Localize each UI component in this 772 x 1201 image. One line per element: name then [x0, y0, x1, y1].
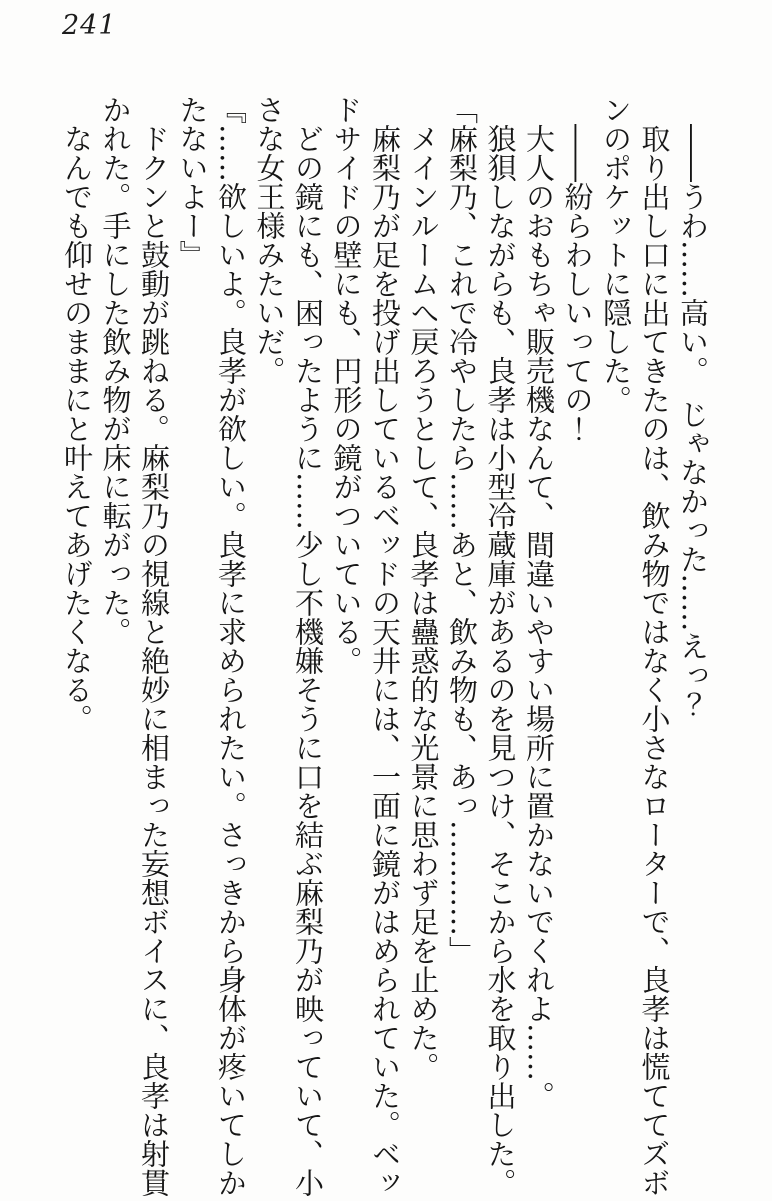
text-column: 「麻梨乃、これで冷やしたら……あと、飲み物も、あっ…………」: [445, 95, 479, 965]
text-column: ――紛らわしいっての！: [560, 95, 595, 443]
text-column: ドサイドの壁にも、円形の鏡がついている。: [329, 95, 364, 675]
text-column: ンのポケットに隠した。: [599, 95, 633, 414]
text-column: ドクンと鼓動が跳ねる。麻梨乃の視線と絶妙に相まった妄想ボイスに、良孝は射貫: [137, 95, 171, 1197]
text-column: 麻梨乃が足を投げ出しているベッドの天井には、一面に鏡がはめられていた。ベッ: [368, 95, 402, 1197]
vertical-text-block: [58, 95, 713, 1201]
text-column: たないよー』: [175, 95, 210, 269]
text-column: なんでも仰せのままにと叶えてあげたくなる。: [60, 95, 94, 733]
text-column: 『……欲しいよ。良孝が欲しい。良孝に求められたい。さっきから身体が疼いてしか: [214, 95, 248, 1197]
page-number: 241: [62, 10, 117, 41]
text-column: どの鏡にも、困ったように……少し不機嫌そうに口を結ぶ麻梨乃が映っていて、小: [291, 95, 325, 1197]
text-column: さな女王様みたいだ。: [252, 95, 287, 385]
text-column: ――うわ……高い。 じゃなかった……えっ？: [676, 95, 710, 719]
text-column: かれた。手にした飲み物が床に転がった。: [98, 95, 133, 646]
text-column: メインルームへ戻ろうとして、良孝は蠱惑的な光景に思わず足を止めた。: [406, 95, 441, 1081]
text-column: 狼狽しながらも、良孝は小型冷蔵庫があるのを見つけ、そこから水を取り出した。: [483, 95, 518, 1197]
text-column: 大人のおもちゃ販売機なんて、間違いやすい場所に置かないでくれよ……。: [522, 95, 556, 1110]
text-column: 取り出し口に出てきたのは、飲み物ではなく小さなローターで、良孝は慌ててズボ: [637, 95, 672, 1197]
